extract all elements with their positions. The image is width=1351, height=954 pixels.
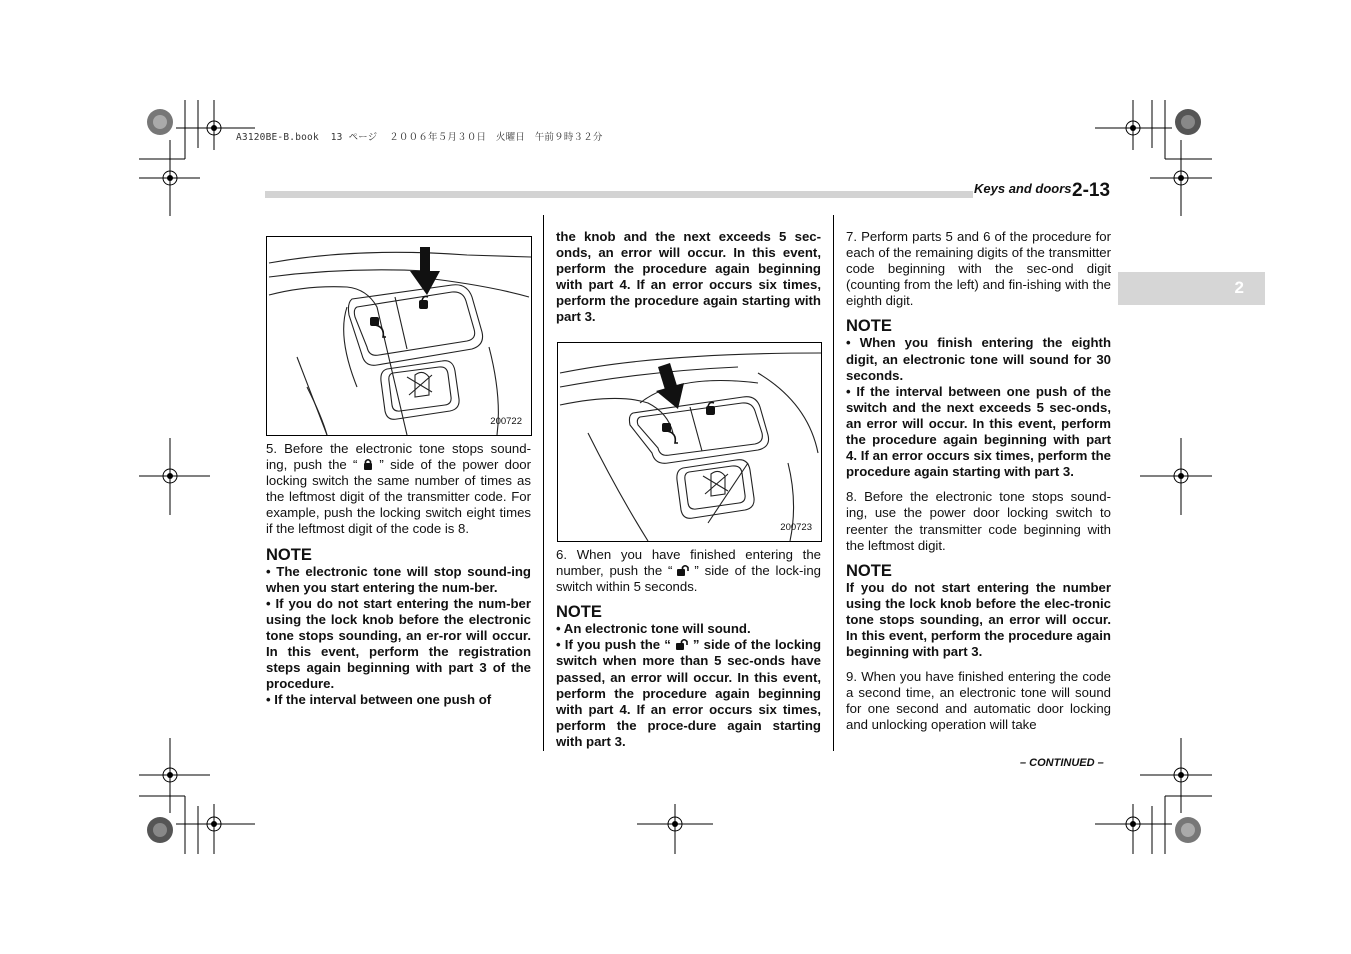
note-bullet: • If the interval between one push of: [266, 692, 531, 708]
note-heading: NOTE: [556, 603, 602, 622]
lock-icon: [361, 458, 375, 471]
note-bullet: [556, 637, 821, 750]
lock-switch-illustration: [267, 237, 531, 435]
column-2: [556, 229, 821, 326]
note-text: If you do not start entering the number using the lock knob before the elec-tronic tone stops sounding, an error will occur. In this event, perform the procedure again beginning with part 3.: [846, 579, 1111, 660]
step-5-text-b: ” side of the power door locking switch the same number of times as the leftmost digit of the transmitter code. For example, push the locking switch eight times if the leftmost digit of the code is 8.: [266, 457, 531, 537]
step-6: [556, 547, 821, 595]
note-bullet-text-a: If you push the “: [564, 637, 671, 653]
note-bullet: • If you do not start entering the num-ber using the lock knob before the electronic tone stops sounding, an er-ror will occur. In this event, perform the registration steps again beginning with part 3 of the procedure.: [266, 596, 531, 693]
note-bullet: • If the interval between one push of the switch and the next exceeds 5 sec-onds, an error will occur. In this event, perform the procedure again beginning with part 4. If an error occurs six times, perform the procedure again starting with part 3.: [846, 384, 1111, 481]
step-6-text-b: ” side of the lock-ing switch within 5 seconds.: [556, 563, 821, 595]
figure-number: 200722: [490, 416, 522, 427]
column-divider: [833, 215, 834, 751]
unlock-switch-illustration: [558, 343, 821, 541]
step-5: [266, 441, 531, 538]
header-rule: [265, 191, 973, 198]
step-6-text-a: 6. When you have finished entering the number, push the “: [556, 547, 821, 579]
page-number: 2-13: [1072, 180, 1111, 201]
note-heading: NOTE: [266, 545, 312, 564]
chapter-tab: 2: [1118, 272, 1265, 305]
column-divider: [543, 215, 544, 751]
note-bullet-text-b: ” side of the locking switch when more than 5 sec-onds have passed, an error will occur. In this event, perform the procedure again beginning with part 4. If an error occurs six times, perform the proce-dure again starting with part 3.: [556, 637, 821, 749]
step-5-text-a: 5. Before the electronic tone stops sound-ing, push the “: [266, 441, 531, 473]
figure-number: 200723: [780, 522, 812, 533]
note-bullet: • The electronic tone will stop sound-ing when you start entering the num-ber.: [266, 564, 531, 596]
unlock-icon: [676, 564, 690, 577]
note-continuation: the knob and the next exceeds 5 sec-onds, an error will occur. In this event, perform the procedure again beginning with part 4. If an error occurs six times, perform the procedure again starting with part 3.: [556, 229, 821, 325]
figure-200723: [557, 342, 822, 542]
step-8: 8. Before the electronic tone stops sound-ing, use the power door locking switch to reenter the transmitter code beginning with the leftmost digit.: [846, 489, 1111, 553]
column-1: [266, 441, 531, 708]
note-bullet: • When you finish entering the eighth digit, an electronic tone will sound for 30 seconds.: [846, 335, 1111, 383]
section-title: Keys and doors: [974, 181, 1072, 196]
figure-200722: [266, 236, 532, 436]
note-heading: NOTE: [846, 561, 892, 580]
step-9: 9. When you have finished entering the code a second time, an electronic tone will sound for one second and automatic door locking and unlocking operation will take: [846, 669, 1111, 733]
step-7: 7. Perform parts 5 and 6 of the procedure for each of the remaining digits of the transmitter code beginning with the sec-ond digit (counting from the left) and fin-ishing with the eighth digit.: [846, 229, 1111, 309]
column-2-lower: [556, 547, 821, 750]
column-3: [846, 229, 1111, 734]
printer-line: A3120BE-B.book 13 ページ ２００６年５月３０日 火曜日 午前９時３２分: [236, 132, 603, 143]
continued-label: – CONTINUED –: [1020, 757, 1104, 769]
unlock-icon: [675, 638, 689, 651]
note-heading: NOTE: [846, 317, 892, 336]
note-bullet: • An electronic tone will sound.: [556, 621, 821, 637]
